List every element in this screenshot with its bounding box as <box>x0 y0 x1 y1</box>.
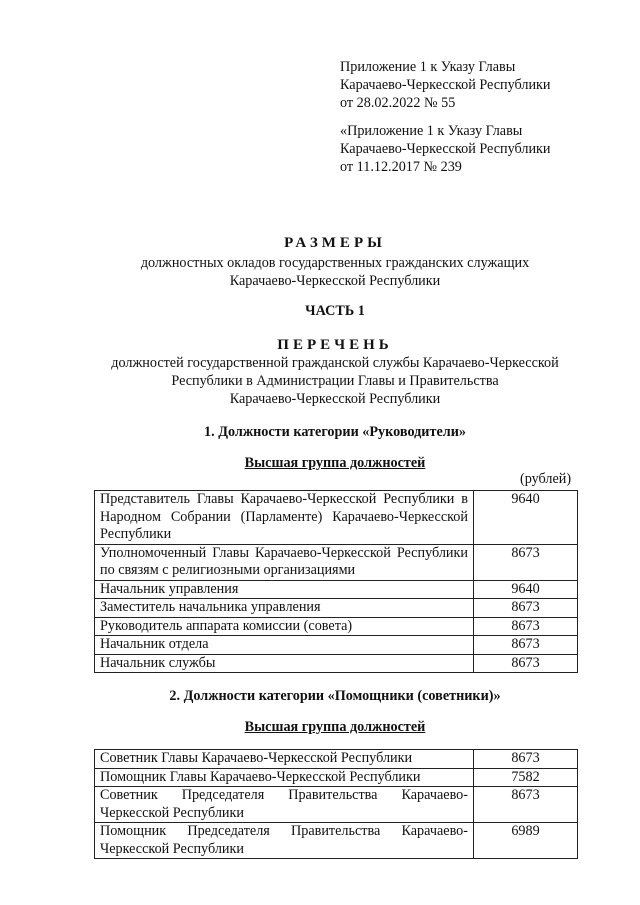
table-row <box>95 636 578 655</box>
section1-heading: 1. Должности категории «Руководители» <box>204 424 466 440</box>
table-row <box>95 787 578 823</box>
salary-value: 8673 <box>474 636 578 655</box>
salary-table-leaders <box>94 490 578 673</box>
appendix-note-current <box>340 58 610 112</box>
appendix-note-original <box>340 122 610 176</box>
salary-value: 8673 <box>474 617 578 636</box>
document-title: РАЗМЕРЫ <box>284 235 386 251</box>
appendix-line: Карачаево-Черкесской Республики <box>340 141 551 157</box>
salary-value: 8673 <box>474 787 578 823</box>
position-name: Заместитель начальника управления <box>95 599 474 618</box>
part-heading: ЧАСТЬ 1 <box>305 303 365 319</box>
appendix-line: от 28.02.2022 № 55 <box>340 95 456 111</box>
table-row <box>95 599 578 618</box>
list-subtitle-line: должностей государственной гражданской службы Карачаево-Черкесской <box>111 355 559 371</box>
document-subtitle <box>40 254 630 290</box>
salary-value: 9640 <box>474 580 578 599</box>
salary-table-advisors <box>94 749 578 859</box>
section1-group-heading: Высшая группа должностей <box>244 455 426 471</box>
appendix-line: «Приложение 1 к Указу Главы <box>340 123 523 139</box>
salary-value: 7582 <box>474 768 578 787</box>
section2-group-heading: Высшая группа должностей <box>244 719 426 735</box>
table-row <box>95 750 578 769</box>
position-name: Помощник Председателя Правительства Карачаево-Черкесской Республики <box>95 823 474 859</box>
list-subtitle-line: Республики в Администрации Главы и Правительства <box>171 373 499 389</box>
table-row <box>95 617 578 636</box>
appendix-line: Приложение 1 к Указу Главы <box>340 59 516 75</box>
position-name: Начальник службы <box>95 654 474 673</box>
salary-value: 8673 <box>474 654 578 673</box>
appendix-line: от 11.12.2017 № 239 <box>340 159 462 175</box>
position-name: Советник Главы Карачаево-Черкесской Республики <box>95 750 474 769</box>
currency-unit: (рублей) <box>520 471 572 487</box>
table-row <box>95 768 578 787</box>
table-row <box>95 654 578 673</box>
subtitle-line: Карачаево-Черкесской Республики <box>229 273 441 289</box>
table-row <box>95 823 578 859</box>
table-row <box>95 544 578 580</box>
position-name: Руководитель аппарата комиссии (совета) <box>95 617 474 636</box>
salary-value: 9640 <box>474 491 578 545</box>
section2-heading: 2. Должности категории «Помощники (советники)» <box>169 688 501 704</box>
table-row <box>95 580 578 599</box>
position-name: Представитель Главы Карачаево-Черкесской Республики в Народном Собрании (Парламенте) Карачаево-Черкесской Республики <box>95 491 474 545</box>
position-name: Советник Председателя Правительства Карачаево-Черкесской Республики <box>95 787 474 823</box>
position-name: Уполномоченный Главы Карачаево-Черкесской Республики по связям с религиозными организациями <box>95 544 474 580</box>
position-name: Помощник Главы Карачаево-Черкесской Республики <box>95 768 474 787</box>
salary-value: 6989 <box>474 823 578 859</box>
position-name: Начальник управления <box>95 580 474 599</box>
list-title: ПЕРЕЧЕНЬ <box>277 337 393 353</box>
salary-value: 8673 <box>474 750 578 769</box>
table-row <box>95 491 578 545</box>
subtitle-line: должностных окладов государственных гражданских служащих <box>140 255 530 271</box>
salary-value: 8673 <box>474 599 578 618</box>
salary-value: 8673 <box>474 544 578 580</box>
position-name: Начальник отдела <box>95 636 474 655</box>
list-subtitle-line: Карачаево-Черкесской Республики <box>229 391 441 407</box>
list-subtitle <box>40 354 630 408</box>
appendix-line: Карачаево-Черкесской Республики <box>340 77 551 93</box>
